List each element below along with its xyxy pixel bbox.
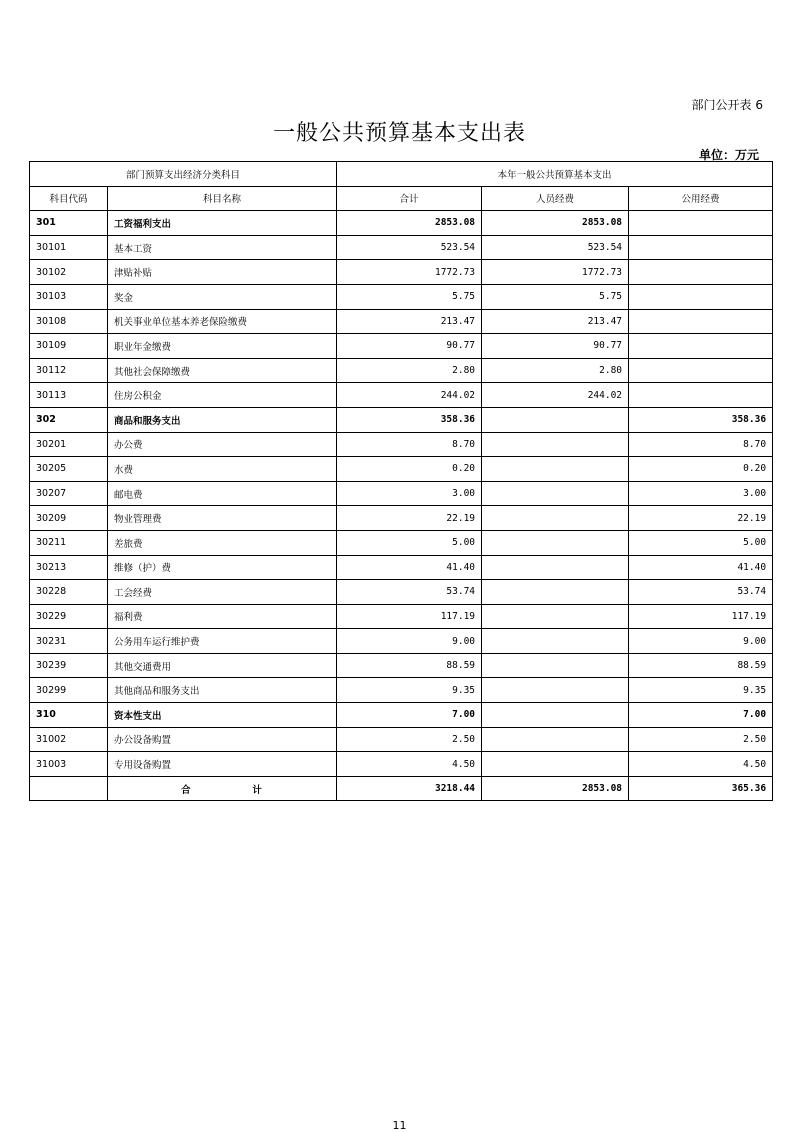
- table-row: [30, 407, 773, 432]
- row-name-cell: 物业管理费: [108, 506, 337, 531]
- row-total-cell: 9.00: [337, 629, 482, 654]
- row-code-cell: 310: [30, 703, 108, 728]
- column-header-personnel: 人员经费: [482, 186, 629, 211]
- row-personnel-cell: 2853.08: [482, 211, 629, 236]
- row-total-cell: 523.54: [337, 235, 482, 260]
- row-total-cell: 117.19: [337, 604, 482, 629]
- row-name-cell: 津贴补贴: [108, 260, 337, 285]
- page-title: 一般公共预算基本支出表: [272, 121, 526, 146]
- row-total-cell: 5.00: [337, 530, 482, 555]
- row-name-cell: 其他交通费用: [108, 653, 337, 678]
- table-body: [30, 211, 773, 777]
- total-label-right: 计: [252, 784, 263, 796]
- table-row: [30, 506, 773, 531]
- row-total-cell: 5.75: [337, 284, 482, 309]
- row-code-cell: 30108: [30, 309, 108, 334]
- row-personnel-cell: 213.47: [482, 309, 629, 334]
- row-public-cell: 9.35: [629, 678, 773, 703]
- row-code-cell: 30229: [30, 604, 108, 629]
- row-name-cell: 水费: [108, 457, 337, 482]
- total-row-public: 365.36: [629, 776, 773, 801]
- current-year-group-header: 本年一般公共预算基本支出: [337, 162, 773, 187]
- row-code-cell: 30231: [30, 629, 108, 654]
- table-row: [30, 383, 773, 408]
- row-public-cell: [629, 260, 773, 285]
- row-total-cell: 4.50: [337, 752, 482, 777]
- row-public-cell: [629, 334, 773, 359]
- row-total-cell: 3.00: [337, 481, 482, 506]
- row-personnel-cell: [482, 629, 629, 654]
- row-name-cell: 其他商品和服务支出: [108, 678, 337, 703]
- row-personnel-cell: 90.77: [482, 334, 629, 359]
- row-name-cell: 公务用车运行维护费: [108, 629, 337, 654]
- row-total-cell: 53.74: [337, 580, 482, 605]
- row-public-cell: 8.70: [629, 432, 773, 457]
- row-total-cell: 244.02: [337, 383, 482, 408]
- row-public-cell: [629, 284, 773, 309]
- row-personnel-cell: [482, 457, 629, 482]
- row-name-cell: 工会经费: [108, 580, 337, 605]
- row-public-cell: 3.00: [629, 481, 773, 506]
- row-code-cell: 31002: [30, 727, 108, 752]
- row-code-cell: 30207: [30, 481, 108, 506]
- table-row: [30, 358, 773, 383]
- econ-class-group-header: 部门预算支出经济分类科目: [30, 162, 337, 187]
- table-row: [30, 284, 773, 309]
- row-personnel-cell: [482, 604, 629, 629]
- row-personnel-cell: [482, 653, 629, 678]
- column-header-total: 合计: [337, 186, 482, 211]
- row-code-cell: 30213: [30, 555, 108, 580]
- column-header-row: [30, 186, 773, 211]
- table-row: [30, 432, 773, 457]
- row-name-cell: 差旅费: [108, 530, 337, 555]
- row-total-cell: 358.36: [337, 407, 482, 432]
- total-row: [30, 776, 773, 801]
- table-row: [30, 260, 773, 285]
- row-total-cell: 41.40: [337, 555, 482, 580]
- row-public-cell: [629, 309, 773, 334]
- row-public-cell: [629, 358, 773, 383]
- row-code-cell: 30228: [30, 580, 108, 605]
- row-name-cell: 职业年金缴费: [108, 334, 337, 359]
- row-total-cell: 8.70: [337, 432, 482, 457]
- row-public-cell: 5.00: [629, 530, 773, 555]
- table-row: [30, 309, 773, 334]
- row-personnel-cell: [482, 407, 629, 432]
- row-code-cell: 30112: [30, 358, 108, 383]
- row-public-cell: [629, 235, 773, 260]
- row-public-cell: 358.36: [629, 407, 773, 432]
- table-row: [30, 530, 773, 555]
- row-personnel-cell: [482, 727, 629, 752]
- table-row: [30, 235, 773, 260]
- row-code-cell: 30101: [30, 235, 108, 260]
- row-public-cell: 22.19: [629, 506, 773, 531]
- table-row: [30, 653, 773, 678]
- row-total-cell: 88.59: [337, 653, 482, 678]
- row-name-cell: 商品和服务支出: [108, 407, 337, 432]
- row-code-cell: 302: [30, 407, 108, 432]
- page-number: 11: [392, 1119, 407, 1132]
- total-row-label: [108, 776, 337, 801]
- row-total-cell: 213.47: [337, 309, 482, 334]
- row-personnel-cell: 2.80: [482, 358, 629, 383]
- row-code-cell: 30109: [30, 334, 108, 359]
- table-row: [30, 580, 773, 605]
- column-header-name: 科目名称: [108, 186, 337, 211]
- row-total-cell: 7.00: [337, 703, 482, 728]
- row-code-cell: 301: [30, 211, 108, 236]
- row-name-cell: 其他社会保障缴费: [108, 358, 337, 383]
- table-row: [30, 727, 773, 752]
- row-code-cell: 30239: [30, 653, 108, 678]
- row-code-cell: 31003: [30, 752, 108, 777]
- table-row: [30, 678, 773, 703]
- total-row-personnel: 2853.08: [482, 776, 629, 801]
- row-public-cell: 0.20: [629, 457, 773, 482]
- table-row: [30, 604, 773, 629]
- column-header-public: 公用经费: [629, 186, 773, 211]
- table-row: [30, 555, 773, 580]
- row-name-cell: 维修（护）费: [108, 555, 337, 580]
- table-row: [30, 752, 773, 777]
- row-total-cell: 0.20: [337, 457, 482, 482]
- row-code-cell: 30103: [30, 284, 108, 309]
- row-public-cell: 53.74: [629, 580, 773, 605]
- row-personnel-cell: [482, 580, 629, 605]
- group-header-row: [30, 162, 773, 187]
- total-row-code-cell: [30, 776, 108, 801]
- row-personnel-cell: [482, 703, 629, 728]
- row-public-cell: 2.50: [629, 727, 773, 752]
- row-personnel-cell: 244.02: [482, 383, 629, 408]
- table-row: [30, 211, 773, 236]
- row-name-cell: 专用设备购置: [108, 752, 337, 777]
- row-personnel-cell: [482, 555, 629, 580]
- row-total-cell: 22.19: [337, 506, 482, 531]
- row-public-cell: 41.40: [629, 555, 773, 580]
- row-personnel-cell: [482, 506, 629, 531]
- row-code-cell: 30209: [30, 506, 108, 531]
- row-personnel-cell: 523.54: [482, 235, 629, 260]
- row-personnel-cell: 5.75: [482, 284, 629, 309]
- row-personnel-cell: [482, 481, 629, 506]
- column-header-code: 科目代码: [30, 186, 108, 211]
- table-row: [30, 457, 773, 482]
- row-total-cell: 90.77: [337, 334, 482, 359]
- table-row: [30, 629, 773, 654]
- table-row: [30, 703, 773, 728]
- row-code-cell: 30113: [30, 383, 108, 408]
- row-public-cell: 4.50: [629, 752, 773, 777]
- row-code-cell: 30102: [30, 260, 108, 285]
- row-public-cell: [629, 211, 773, 236]
- row-total-cell: 1772.73: [337, 260, 482, 285]
- row-code-cell: 30205: [30, 457, 108, 482]
- total-row-total: 3218.44: [337, 776, 482, 801]
- row-name-cell: 机关事业单位基本养老保险缴费: [108, 309, 337, 334]
- row-name-cell: 邮电费: [108, 481, 337, 506]
- budget-table: [29, 161, 773, 801]
- row-personnel-cell: [482, 530, 629, 555]
- table-number-label: 部门公开表 6: [691, 98, 763, 112]
- row-name-cell: 工资福利支出: [108, 211, 337, 236]
- row-name-cell: 奖金: [108, 284, 337, 309]
- table-row: [30, 481, 773, 506]
- row-public-cell: 88.59: [629, 653, 773, 678]
- row-name-cell: 住房公积金: [108, 383, 337, 408]
- row-public-cell: 117.19: [629, 604, 773, 629]
- unit-label: 单位：万元: [698, 148, 759, 162]
- total-label-left: 合: [181, 784, 192, 796]
- row-total-cell: 2.80: [337, 358, 482, 383]
- row-name-cell: 资本性支出: [108, 703, 337, 728]
- row-code-cell: 30299: [30, 678, 108, 703]
- row-personnel-cell: [482, 678, 629, 703]
- row-total-cell: 9.35: [337, 678, 482, 703]
- table-row: [30, 334, 773, 359]
- row-total-cell: 2.50: [337, 727, 482, 752]
- row-total-cell: 2853.08: [337, 211, 482, 236]
- row-personnel-cell: [482, 752, 629, 777]
- row-personnel-cell: 1772.73: [482, 260, 629, 285]
- row-personnel-cell: [482, 432, 629, 457]
- row-name-cell: 福利费: [108, 604, 337, 629]
- row-code-cell: 30201: [30, 432, 108, 457]
- row-code-cell: 30211: [30, 530, 108, 555]
- row-public-cell: 9.00: [629, 629, 773, 654]
- row-public-cell: 7.00: [629, 703, 773, 728]
- row-name-cell: 办公设备购置: [108, 727, 337, 752]
- row-public-cell: [629, 383, 773, 408]
- row-name-cell: 基本工资: [108, 235, 337, 260]
- row-name-cell: 办公费: [108, 432, 337, 457]
